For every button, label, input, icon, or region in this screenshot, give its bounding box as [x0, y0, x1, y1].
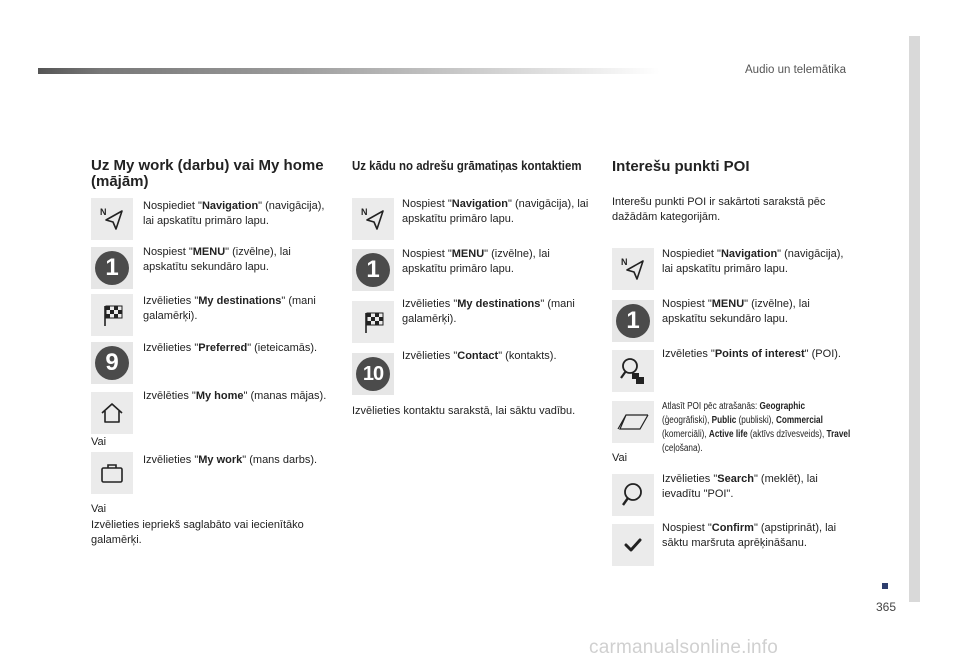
checkmark-icon: [612, 524, 654, 566]
col3-intro: Interešu punkti POI ir sakārtoti sarakstā pēc dažādām kategorijām.: [612, 196, 826, 223]
or-label: Vai: [91, 503, 107, 515]
svg-text:N: N: [100, 207, 107, 217]
home-icon: [91, 392, 133, 434]
step-number-badge: 1: [352, 249, 394, 291]
col2-footer: Izvēlieties kontaktu sarakstā, lai sāktu vadību.: [352, 405, 576, 417]
watermark: carmanualsonline.info: [589, 637, 779, 658]
col2-title: Uz kādu no adrešu grāmatiņas kontaktiem: [352, 158, 582, 173]
col3-step-4: Izvēlieties "Search" (meklēt), lai ievadītu "POI".: [662, 473, 818, 500]
page-number: 365: [876, 600, 897, 614]
svg-text:N: N: [621, 257, 628, 267]
tab-filter-icon: [612, 401, 654, 443]
col3-step-3: Izvēleties "Points of interest" (POI).: [662, 348, 841, 360]
step-number-badge: 1: [612, 300, 654, 342]
col1-step-4: Izvēlieties "Preferred" (ieteicamās).: [143, 342, 318, 354]
step-number-badge: 1: [91, 247, 133, 289]
checkered-flag-icon: [352, 301, 394, 343]
step-number-badge: 9: [91, 342, 133, 384]
col1-step-6: Izvēlieties "My work" (mans darbs).: [143, 454, 318, 466]
col3-step-1: Nospiediet "Navigation" (navigācija), lai apskatītu primāro lapu.: [662, 248, 844, 275]
search-icon: [612, 474, 654, 516]
col3-step-5: Nospiest "Confirm" (apstiprināt), lai sāktu maršruta aprēķināšanu.: [662, 522, 837, 549]
page-edge-strip: [909, 36, 920, 602]
header-gradient-bar: [38, 68, 660, 74]
navigation-icon: [612, 248, 654, 290]
col2-step-2: Nospiest "MENU" (izvēlne), lai apskatītu primāro lapu.: [402, 248, 550, 275]
navigation-icon: [352, 198, 394, 240]
or-label: Vai: [91, 436, 107, 448]
col2-step-3: Izvēlieties "My destinations" (mani galamērķi).: [402, 298, 575, 325]
section-title: Audio un telemātika: [745, 64, 847, 76]
poi-search-icon: [612, 350, 654, 392]
col3-filter-note: Atlasīt POI pēc atrašanās: Geographic (ģeogrāfiski), Public (publiski), Commercial (komerciāli), Active life (aktīvs dzīvesveids), Travel (ceļošana).: [662, 401, 851, 454]
col1-step-3: Izvēlieties "My destinations" (mani galamērķi).: [143, 295, 316, 322]
col1-step-2: Nospiest "MENU" (izvēlne), lai apskatītu sekundāro lapu.: [143, 246, 291, 273]
col1-title: Uz My work (darbu) vai My home (mājām): [91, 157, 324, 190]
col3-step-2: Nospiest "MENU" (izvēlne), lai apskatītu sekundāro lapu.: [662, 298, 810, 325]
col3-title: Interešu punkti POI: [612, 158, 750, 175]
col1-footer: Izvēlieties iepriekš saglabāto vai iecienītāko galamērķi.: [91, 519, 304, 546]
checkered-flag-icon: [91, 294, 133, 336]
col2-step-1: Nospiest "Navigation" (navigācija), lai apskatītu primāro lapu.: [402, 198, 589, 225]
step-number-badge: 10: [352, 353, 394, 395]
briefcase-icon: [91, 452, 133, 494]
page-marker: [882, 583, 888, 589]
col1-step-1: Nospiediet "Navigation" (navigācija), lai apskatītu primāro lapu.: [143, 200, 325, 227]
svg-text:N: N: [361, 207, 368, 217]
or-label: Vai: [612, 452, 628, 464]
navigation-icon: [91, 198, 133, 240]
col2-step-4: Izvēlieties "Contact" (kontakts).: [402, 350, 557, 362]
col1-step-5: Izvēlēties "My home" (manas mājas).: [143, 390, 327, 402]
